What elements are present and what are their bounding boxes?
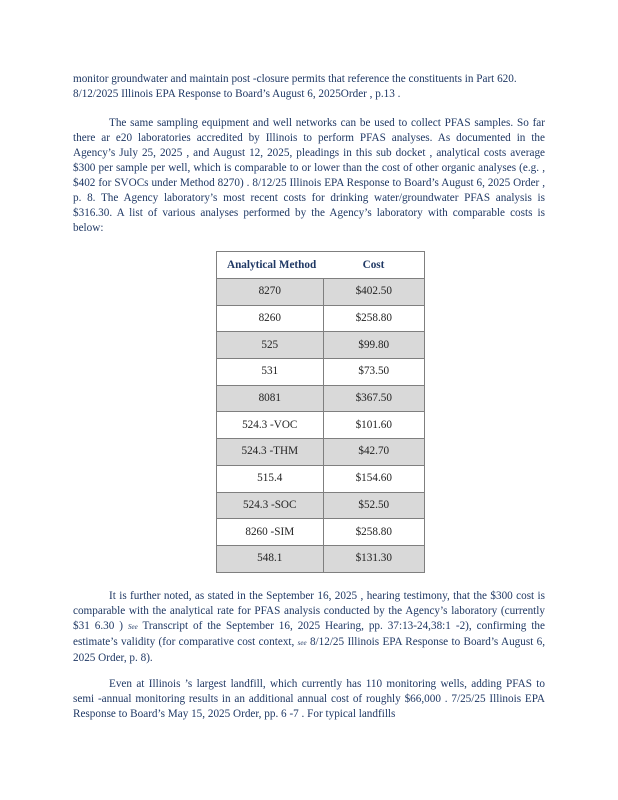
method-cell: 8260 (217, 305, 324, 332)
paragraph-continuation: monitor groundwater and maintain post -closure permits that reference the constituents in Part 620. 8/12/2025 Illinois EPA Response to Board’s August 6, 2025Order , p.13 . (73, 73, 517, 100)
cost-cell: $258.80 (323, 305, 425, 332)
cost-cell: $131.30 (323, 545, 425, 572)
method-cell: 531 (217, 359, 324, 386)
analysis-cost-table (216, 251, 425, 573)
header-analytical-method: Analytical Method (217, 252, 324, 279)
paragraph-largest-landfill: Even at Illinois ’s largest landfill, which currently has 110 monitoring wells, adding PFAS to semi -annual monitoring results in an additional annual cost of roughly $66,000 . 7/25/25 Illinois EPA Response to Board’s May 15, 2025 Order, pp. 6 -7 . For typical landfills (73, 678, 545, 720)
table-row (217, 385, 425, 412)
method-cell: 525 (217, 332, 324, 359)
table-row (217, 492, 425, 519)
see-citation-signal-2: see (297, 639, 307, 647)
paragraph-hearing-testimony (73, 589, 545, 666)
table-row (217, 412, 425, 439)
method-cell: 524.3 -VOC (217, 412, 324, 439)
table-row (217, 439, 425, 466)
cost-cell: $73.50 (323, 359, 425, 386)
table-row (217, 545, 425, 572)
table-row (217, 465, 425, 492)
hearing-text-part-3: 8/12/25 Illinois EPA Response to Board’s August 6, 2025 Order, p. 8). (73, 636, 546, 664)
header-cost: Cost (323, 252, 425, 279)
method-cell: 515.4 (217, 465, 324, 492)
cost-cell: $367.50 (323, 385, 425, 412)
see-citation-signal: See (128, 623, 138, 631)
cost-cell: $101.60 (323, 412, 425, 439)
table-header-row (217, 252, 425, 279)
cost-cell: $154.60 (323, 465, 425, 492)
cost-cell: $258.80 (323, 519, 425, 546)
cost-cell: $402.50 (323, 279, 425, 306)
method-cell: 8270 (217, 279, 324, 306)
table-row (217, 279, 425, 306)
cost-cell: $42.70 (323, 439, 425, 466)
hearing-text-part-1: It is further noted, as stated in the September 16, 2025 , hearing testimony, that the $300 cost is comparable with the analytical rate for PFAS analysis conducted by the Agency’s laboratory (currently $31 6.30 ) (73, 590, 545, 632)
cost-cell: $52.50 (323, 492, 425, 519)
method-cell: 8260 -SIM (217, 519, 324, 546)
table-row (217, 305, 425, 332)
table-row (217, 519, 425, 546)
method-cell: 524.3 -SOC (217, 492, 324, 519)
cost-cell: $99.80 (323, 332, 425, 359)
table-row (217, 359, 425, 386)
method-cell: 8081 (217, 385, 324, 412)
method-cell: 548.1 (217, 545, 324, 572)
method-cell: 524.3 -THM (217, 439, 324, 466)
table-row (217, 332, 425, 359)
paragraph-sampling-costs: The same sampling equipment and well networks can be used to collect PFAS samples. So far there ar e20 laboratories accredited by Illinois to perform PFAS analyses. As documented in the Agency’s July 25, 2025 , and August 12, 2025, pleadings in this sub docket , analytical costs average $300 per sample per well, which is comparable to or lower than the cost of other organic analyses (e.g. , $402 for SVOCs under Method 8270) . 8/12/25 Illinois EPA Response to Board’s August 6, 2025 Order , p. 8. The Agency laboratory’s most recent costs for drinking water/groundwater PFAS analysis is $316.30. A list of various analyses performed by the Agency’s laboratory with comparable costs is below: (73, 117, 545, 234)
hearing-text-part-2: Transcript of the September 16, 2025 Hearing, pp. 37:13-24,38:1 -2), confirming the estimate’s validity (for comparative cost context, (73, 620, 545, 648)
